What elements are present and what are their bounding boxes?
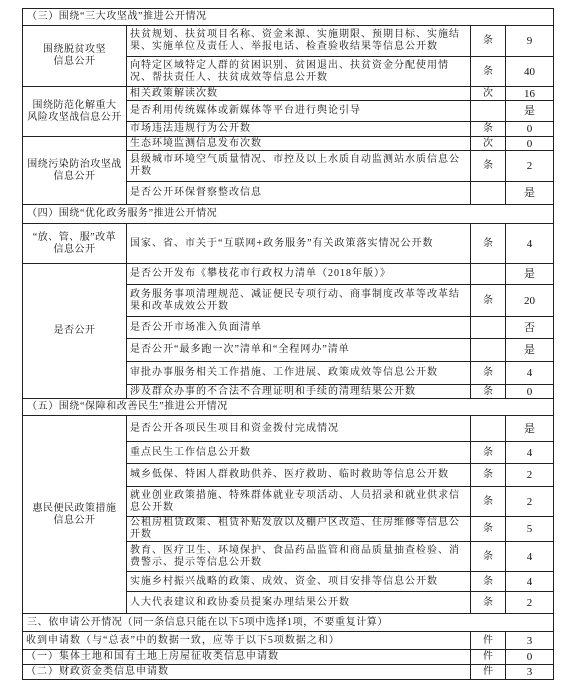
unit-cell: 条 xyxy=(471,224,506,264)
indicator-label: 实施乡村振兴战略的政策、成效、资金、项目安排等信息公开数 xyxy=(127,572,471,592)
group-label-fgf-reform: “放、管、服”改革 信息公开 xyxy=(23,224,127,264)
indicator-label: 是否公开发布《攀枝花市行政权力清单（2018年版）》 xyxy=(127,264,471,285)
group-label-risk: 围绕防范化解重大 风险攻坚战信息公开 xyxy=(23,87,127,137)
indicator-label: 收到申请数（与“总表”中的数据一致，应等于以下5项数据之和） xyxy=(23,632,471,650)
table-row xyxy=(23,665,554,680)
indicator-label: 是否利用传统媒体或新媒体等平台进行舆论引导 xyxy=(127,101,471,122)
table-row xyxy=(23,632,554,650)
unit-cell: 条 xyxy=(471,542,506,572)
value-cell: 20 xyxy=(506,285,554,317)
section-header-row xyxy=(23,399,554,416)
unit-cell: 条 xyxy=(471,57,506,87)
disclosure-table xyxy=(22,8,554,680)
indicator-label: 审批办事服务相关工作措施、工作进展、政策成效等信息公开数 xyxy=(127,362,471,385)
value-cell: 2 xyxy=(506,151,554,182)
table-row xyxy=(23,87,554,101)
value-cell: 否 xyxy=(506,317,554,339)
value-cell: 4 xyxy=(506,224,554,264)
value-cell: 2 xyxy=(506,592,554,614)
table-row xyxy=(23,264,554,285)
section-header-row xyxy=(23,9,554,26)
value-cell: 2 xyxy=(506,487,554,517)
group-label-livelihood: 惠民便民政策措施 信息公开 xyxy=(23,416,127,614)
unit-cell: 件 xyxy=(471,632,506,650)
value-cell: 0 xyxy=(506,385,554,399)
application-header: 三、依申请公开情况（同一条信息只能在以下5项中选择1项，不要重复计算） xyxy=(23,614,554,632)
value-cell: 0 xyxy=(506,122,554,137)
indicator-label: 就业创业政策措施、特殊群体就业专项活动、人员招录和就业供求信息公开数 xyxy=(127,487,471,517)
value-cell: 3 xyxy=(506,665,554,680)
table-row xyxy=(23,26,554,57)
value-cell: 2 xyxy=(506,464,554,487)
section3-header: （三）围绕“三大攻坚战”推进公开情况 xyxy=(23,9,554,26)
section-header-row xyxy=(23,205,554,224)
table-row xyxy=(23,137,554,151)
value-cell: 是 xyxy=(506,416,554,442)
unit-cell xyxy=(471,339,506,362)
unit-cell: 件 xyxy=(471,650,506,665)
table-row xyxy=(23,416,554,442)
group-label-poverty: 围绕脱贫攻坚 信息公开 xyxy=(23,26,127,87)
unit-cell xyxy=(471,101,506,122)
indicator-label: 城乡低保、特困人群救助供养、医疗救助、临时救助等信息公开数 xyxy=(127,464,471,487)
unit-cell xyxy=(471,416,506,442)
value-cell: 4 xyxy=(506,442,554,464)
unit-cell: 条 xyxy=(471,487,506,517)
unit-cell: 条 xyxy=(471,26,506,57)
indicator-label: 政务服务事项清理规范、减证便民专项行动、商事制度改革等改革结果和改革成效公开数 xyxy=(127,285,471,317)
value-cell: 是 xyxy=(506,182,554,205)
indicator-label: 县级城市环境空气质量情况、市控及以上水质自动监测站水质信息公开数 xyxy=(127,151,471,182)
indicator-label: 向特定区域特定人群的贫困识别、贫困退出、扶贫资金分配使用情况、帮扶责任人、扶贫成效等信息公开数 xyxy=(127,57,471,87)
unit-cell: 条 xyxy=(471,362,506,385)
indicator-label: 是否公开环保督察整改信息 xyxy=(127,182,471,205)
unit-cell: 条 xyxy=(471,572,506,592)
indicator-label: 市场违法违规行为公开数 xyxy=(127,122,471,137)
value-cell: 3 xyxy=(506,632,554,650)
value-cell: 4 xyxy=(506,572,554,592)
indicator-label: 公租房租赁政策、租赁补贴发放以及棚户区改造、住房维修等信息公开数 xyxy=(127,517,471,542)
indicator-label: （二）财政资金类信息申请数 xyxy=(23,665,471,680)
unit-cell: 条 xyxy=(471,122,506,137)
unit-cell: 条 xyxy=(471,592,506,614)
unit-cell: 件 xyxy=(471,665,506,680)
unit-cell: 条 xyxy=(471,151,506,182)
table-row xyxy=(23,650,554,665)
indicator-label: 生态环境监测信息发布次数 xyxy=(127,137,471,151)
value-cell: 是 xyxy=(506,339,554,362)
value-cell: 5 xyxy=(506,517,554,542)
unit-cell: 条 xyxy=(471,442,506,464)
unit-cell: 次 xyxy=(471,137,506,151)
value-cell: 16 xyxy=(506,87,554,101)
indicator-label: 扶贫规划、扶贫项目名称、资金来源、实施期限、预期目标、实施结果、实施单位及责任人、举报电话、检查验收结果等信息公开数 xyxy=(127,26,471,57)
indicator-label: 教育、医疗卫生、环境保护、食品药品监管和商品质量抽查检验、消费警示、提示等信息公开数 xyxy=(127,542,471,572)
unit-cell: 次 xyxy=(471,87,506,101)
unit-cell xyxy=(471,182,506,205)
unit-cell: 条 xyxy=(471,385,506,399)
indicator-label: 涉及群众办事的不合法不合理证明和手续的清理结果公开数 xyxy=(127,385,471,399)
value-cell: 9 xyxy=(506,26,554,57)
unit-cell xyxy=(471,317,506,339)
section4-header: （四）围绕“优化政务服务”推进公开情况 xyxy=(23,205,554,224)
group-label-disclosure: 是否公开 xyxy=(23,264,127,399)
value-cell: 4 xyxy=(506,542,554,572)
indicator-label: 人大代表建议和政协委员提案办理结果公开数 xyxy=(127,592,471,614)
indicator-label: 是否公开“最多跑一次”清单和“全程网办”清单 xyxy=(127,339,471,362)
value-cell: 40 xyxy=(506,57,554,87)
group-label-pollution: 围绕污染防治攻坚战 信息公开 xyxy=(23,137,127,205)
unit-cell xyxy=(471,264,506,285)
value-cell: 0 xyxy=(506,137,554,151)
indicator-label: 是否公开市场准入负面清单 xyxy=(127,317,471,339)
unit-cell: 条 xyxy=(471,464,506,487)
section5-header: （五）围绕“保障和改善民生”推进公开情况 xyxy=(23,399,554,416)
indicator-label: 国家、省、市关于“互联网+政务服务”有关政策落实情况公开数 xyxy=(127,224,471,264)
value-cell: 是 xyxy=(506,101,554,122)
unit-cell: 条 xyxy=(471,285,506,317)
indicator-label: （一）集体土地和国有土地上房屋征收类信息申请数 xyxy=(23,650,471,665)
indicator-label: 重点民生工作信息公开数 xyxy=(127,442,471,464)
value-cell: 是 xyxy=(506,264,554,285)
indicator-label: 是否公开各项民生项目和资金拨付完成情况 xyxy=(127,416,471,442)
indicator-label: 相关政策解读次数 xyxy=(127,87,471,101)
value-cell: 4 xyxy=(506,362,554,385)
table-row xyxy=(23,224,554,264)
unit-cell: 条 xyxy=(471,517,506,542)
section-header-row xyxy=(23,614,554,632)
value-cell: 0 xyxy=(506,650,554,665)
